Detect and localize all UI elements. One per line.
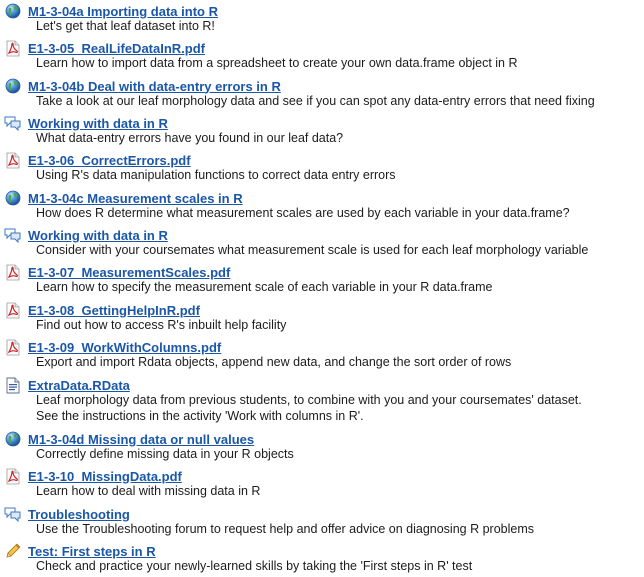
pdf-icon	[4, 264, 21, 281]
activity-link[interactable]: M1-3-04d Missing data or null values	[28, 431, 255, 447]
activity-title-row[interactable]	[4, 542, 156, 560]
activity-link[interactable]: M1-3-04a Importing data into R	[28, 3, 218, 19]
activity-link[interactable]: Working with data in R	[28, 115, 168, 131]
activity-title-row[interactable]	[4, 467, 182, 485]
activity-description: What data-entry errors have you found in our leaf data?	[36, 131, 344, 145]
activity-title-row[interactable]	[4, 338, 221, 356]
globe-icon	[4, 431, 21, 448]
activity-description: Using R's data manipulation functions to correct data entry errors	[36, 168, 396, 182]
activity-title-row[interactable]	[4, 505, 130, 523]
forum-icon	[4, 115, 21, 132]
forum-icon	[4, 506, 21, 523]
activity-link[interactable]: Troubleshooting	[28, 506, 130, 522]
activity-title-row[interactable]	[4, 2, 218, 20]
file-icon	[4, 377, 21, 394]
activity-description: Consider with your coursemates what measurement scale is used for each leaf morphology variable	[36, 243, 589, 257]
globe-icon	[4, 190, 21, 207]
activity-description: Export and import Rdata objects, append new data, and change the sort order of rows	[36, 355, 512, 369]
activity-link[interactable]: Test: First steps in R	[28, 543, 156, 559]
activity-description: Take a look at our leaf morphology data and see if you can spot any data-entry errors that need fixing	[36, 94, 595, 108]
activity-link[interactable]: E1-3-07_MeasurementScales.pdf	[28, 264, 231, 280]
forum-icon	[4, 227, 21, 244]
pdf-icon	[4, 152, 21, 169]
activity-description: Learn how to deal with missing data in R	[36, 484, 261, 498]
pdf-icon	[4, 302, 21, 319]
activity-title-row[interactable]	[4, 39, 205, 57]
activity-link[interactable]: E1-3-06_CorrectErrors.pdf	[28, 152, 191, 168]
activity-title-row[interactable]	[4, 301, 200, 319]
pdf-icon	[4, 40, 21, 57]
activity-description: Leaf morphology data from previous students, to combine with you and your coursemates' dataset.	[36, 393, 582, 407]
pencil-icon	[4, 543, 21, 560]
activity-description: Let's get that leaf dataset into R!	[36, 19, 215, 33]
activity-description: How does R determine what measurement scales are used by each variable in your data.frame?	[36, 206, 570, 220]
activity-link[interactable]: E1-3-08_GettingHelpInR.pdf	[28, 302, 200, 318]
globe-icon	[4, 78, 21, 95]
activity-description: See the instructions in the activity 'Work with columns in R'.	[36, 408, 364, 423]
activity-description: Find out how to access R's inbuilt help facility	[36, 318, 287, 332]
pdf-icon	[4, 339, 21, 356]
activity-link[interactable]: Working with data in R	[28, 227, 168, 243]
activity-title-row[interactable]	[4, 263, 230, 281]
activity-description: Use the Troubleshooting forum to request help and offer advice on diagnosing R problems	[36, 522, 534, 536]
activity-link[interactable]: M1-3-04c Measurement scales in R	[28, 190, 243, 206]
activity-title-row[interactable]	[4, 430, 254, 448]
activity-link[interactable]: E1-3-10_MissingData.pdf	[28, 468, 182, 484]
activity-description: Correctly define missing data in your R objects	[36, 447, 294, 461]
activity-title-row[interactable]	[4, 77, 281, 95]
activity-link[interactable]: E1-3-09_WorkWithColumns.pdf	[28, 339, 222, 355]
activity-link[interactable]: E1-3-05_RealLifeDataInR.pdf	[28, 40, 205, 56]
pdf-icon	[4, 468, 21, 485]
activity-title-row[interactable]	[4, 151, 191, 169]
activity-title-row[interactable]	[4, 226, 168, 244]
activity-description: Check and practice your newly-learned skills by taking the 'First steps in R' test	[36, 559, 473, 573]
activity-title-row[interactable]	[4, 376, 130, 394]
activity-title-row[interactable]	[4, 114, 168, 132]
activity-link[interactable]: M1-3-04b Deal with data-entry errors in R	[28, 78, 281, 94]
activity-description: Learn how to import data from a spreadsheet to create your own data.frame object in R	[36, 56, 518, 70]
activity-title-row[interactable]	[4, 189, 243, 207]
activity-link[interactable]: ExtraData.RData	[28, 377, 130, 393]
activity-description: Learn how to specify the measurement scale of each variable in your R data.frame	[36, 280, 493, 294]
globe-icon	[4, 3, 21, 20]
